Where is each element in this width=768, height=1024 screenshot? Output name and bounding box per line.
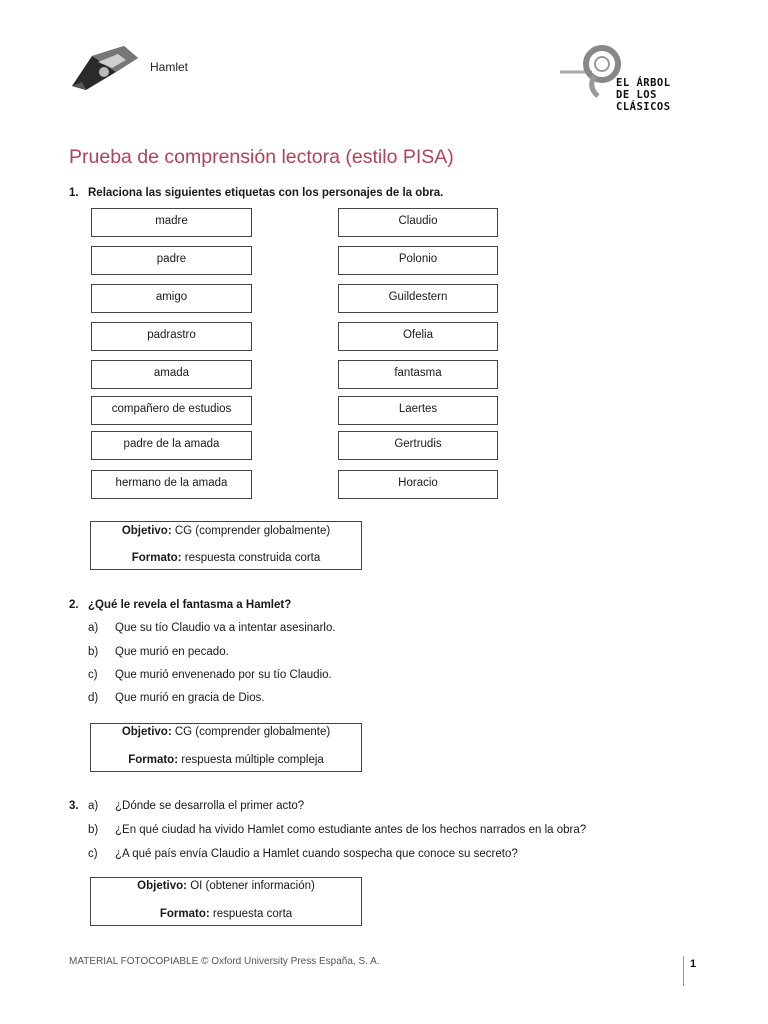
q2-objective-line: [91, 726, 361, 738]
label-box-companero: compañero de estudios: [91, 396, 252, 425]
label-box-padre-amada: padre de la amada: [91, 431, 252, 460]
character-box-horacio: Horacio: [338, 470, 498, 499]
q3-objective-box: [90, 877, 362, 926]
question-1-number: 1.: [69, 187, 79, 199]
q2-option-c-text: Que murió envenenado por su tío Claudio.: [115, 669, 332, 681]
character-box-polonio: Polonio: [338, 246, 498, 275]
q2-option-a-letter: a): [88, 622, 99, 634]
q2-option-a-text: Que su tío Claudio va a intentar asesinarlo.: [115, 622, 336, 634]
q2-objective-label: Objetivo:: [121, 726, 172, 738]
q3-option-a-text: ¿Dónde se desarrolla el primer acto?: [115, 800, 305, 812]
page-number: 1: [690, 958, 697, 970]
character-box-ofelia: Ofelia: [338, 322, 498, 351]
label-box-amigo: amigo: [91, 284, 252, 313]
q3-objective-line: [91, 880, 361, 892]
book-cover-logo: [68, 42, 140, 94]
q3-format-label: Formato:: [159, 908, 210, 920]
question-1-text: Relaciona las siguientes etiquetas con los personajes de la obra.: [88, 187, 444, 199]
q2-option-c-letter: c): [88, 669, 98, 681]
character-box-laertes: Laertes: [338, 396, 498, 425]
q3-option-c-letter: c): [88, 848, 98, 860]
q1-format-line: [91, 552, 361, 564]
q2-format-label: Formato:: [128, 754, 179, 766]
character-box-claudio: Claudio: [338, 208, 498, 237]
q3-format-line: [91, 908, 361, 920]
publisher-logo-line-2: DE LOS CLÁSICOS: [616, 89, 671, 113]
q2-option-b-letter: b): [88, 646, 99, 658]
q1-objective-label: Objetivo:: [121, 525, 172, 537]
publisher-logo-line-1: EL ÁRBOL: [616, 77, 671, 89]
character-box-fantasma: fantasma: [338, 360, 498, 389]
footer-copyright: MATERIAL FOTOCOPIABLE © Oxford University Press España, S. A.: [69, 956, 380, 967]
q3-option-c-text: ¿A qué país envía Claudio a Hamlet cuando sospecha que conoce su secreto?: [115, 848, 518, 860]
question-2-text: ¿Qué le revela el fantasma a Hamlet?: [88, 599, 292, 611]
footer-divider: [683, 956, 684, 986]
label-box-amada: amada: [91, 360, 252, 389]
label-box-hermano-amada: hermano de la amada: [91, 470, 252, 499]
label-box-padre: padre: [91, 246, 252, 275]
page-title: Prueba de comprensión lectora (estilo PISA): [69, 146, 454, 168]
q3-objective-value: OI (obtener información): [190, 880, 315, 892]
q3-option-b-letter: b): [88, 824, 99, 836]
q2-objective-value: CG (comprender globalmente): [174, 726, 331, 738]
q3-format-value: respuesta corta: [212, 908, 293, 920]
q2-option-d-text: Que murió en gracia de Dios.: [115, 692, 265, 704]
publisher-logo: [558, 42, 708, 113]
q2-format-line: [91, 754, 361, 766]
q3-objective-label: Objetivo:: [137, 880, 187, 892]
q1-format-value: respuesta construida corta: [184, 552, 321, 564]
q2-option-b-text: Que murió en pecado.: [115, 646, 229, 658]
character-box-guildestern: Guildestern: [338, 284, 498, 313]
question-3-number: 3.: [69, 800, 79, 812]
q2-objective-box: [90, 723, 362, 772]
q1-objective-value: CG (comprender globalmente): [174, 525, 331, 537]
q3-option-b-text: ¿En qué ciudad ha vivido Hamlet como estudiante antes de los hechos narrados en la obra?: [115, 824, 587, 836]
label-box-madre: madre: [91, 208, 252, 237]
q1-objective-box: [90, 521, 362, 570]
q3-option-a-letter: a): [88, 800, 99, 812]
q2-format-value: respuesta múltiple compleja: [181, 754, 324, 766]
q1-format-label: Formato:: [131, 552, 182, 564]
q1-objective-line: [91, 525, 361, 537]
character-box-gertrudis: Gertrudis: [338, 431, 498, 460]
header-title: Hamlet: [150, 60, 189, 74]
label-box-padrastro: padrastro: [91, 322, 252, 351]
q2-option-d-letter: d): [88, 692, 99, 704]
question-2-number: 2.: [69, 599, 79, 611]
